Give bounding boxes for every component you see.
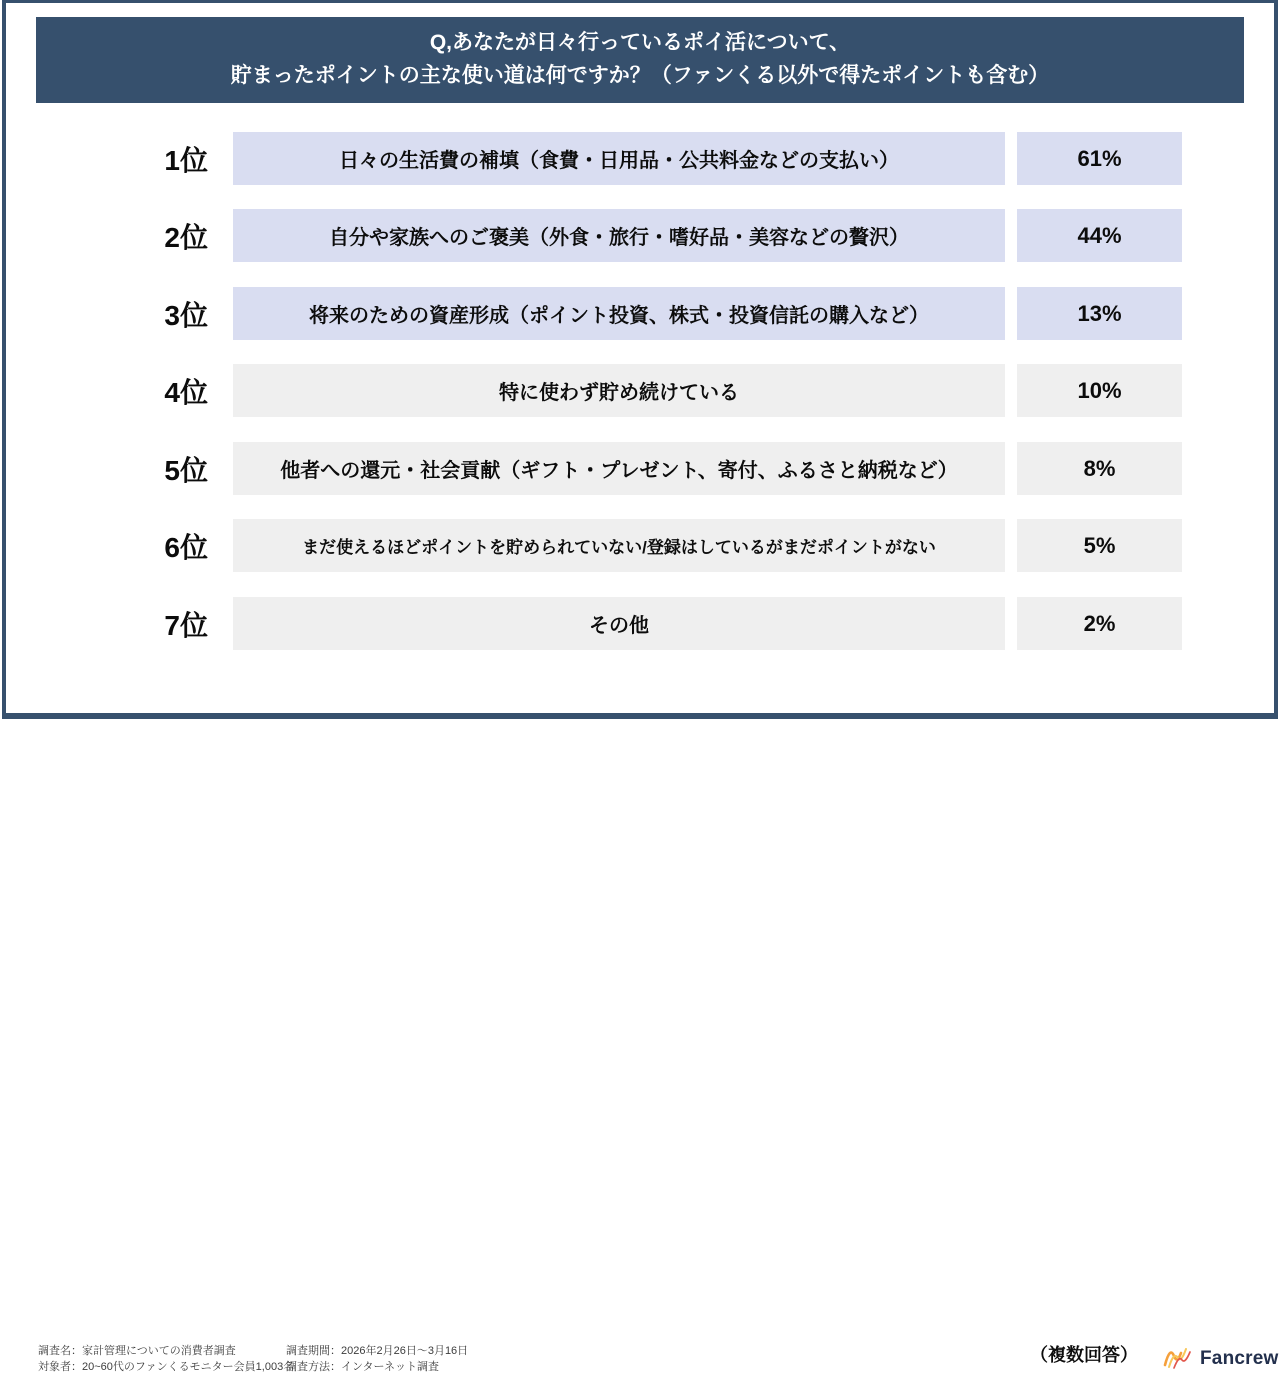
answer-label: 日々の生活費の補填（食費・日用品・公共料金などの支払い）	[339, 150, 899, 172]
survey-method: 調査方法：インターネット調査	[286, 1361, 440, 1373]
rank-label: 1位	[164, 144, 208, 176]
percent-value: 13%	[1077, 300, 1122, 326]
survey-period: 調査期間：2026年2月26日～3月16日	[286, 1345, 469, 1357]
ranking-row-4	[0, 364, 1280, 417]
answer-label: 他者への還元・社会貢献（ギフト・プレゼント、寄付、ふるさと納税など）	[280, 460, 958, 482]
rank-label: 7位	[164, 609, 208, 641]
percent-box	[1017, 442, 1182, 495]
footer	[0, 662, 1280, 1373]
answer-label: 自分や家族へのご褒美（外食・旅行・嗜好品・美容などの贅沢）	[329, 227, 909, 249]
multiple-answer-note: （複数回答）	[1030, 1345, 1138, 1365]
fancrew-logo	[1163, 1343, 1279, 1374]
survey-subjects: 対象者：20~60代のファンくるモニター会員1,003名	[38, 1361, 295, 1373]
rank-label: 2位	[164, 221, 208, 253]
answer-bar	[233, 519, 1005, 572]
fancrew-brand-text: Fancrew	[1200, 1347, 1279, 1369]
ranking-row-1	[0, 132, 1280, 185]
percent-box	[1017, 209, 1182, 262]
percent-box	[1017, 597, 1182, 650]
answer-bar	[233, 597, 1005, 650]
percent-value: 44%	[1077, 222, 1122, 248]
rank-label: 5位	[164, 454, 208, 486]
percent-box	[1017, 519, 1182, 572]
rank-label: 4位	[164, 376, 208, 408]
ranking-row-7	[0, 597, 1280, 650]
ranking-row-3	[0, 287, 1280, 340]
ranking-row-6	[0, 519, 1280, 572]
ranking-row-2	[0, 209, 1280, 262]
percent-value: 61%	[1077, 145, 1122, 171]
percent-value: 10%	[1077, 377, 1122, 403]
fancrew-logo-mark-icon	[1163, 1343, 1195, 1374]
percent-value: 5%	[1083, 532, 1116, 558]
answer-label: 特に使わず貯め続けている	[499, 382, 739, 404]
question-title-line1: Q,あなたが日々行っているポイ活について、	[429, 31, 851, 55]
ranking-row-5	[0, 442, 1280, 495]
answer-bar	[233, 132, 1005, 185]
answer-bar	[233, 209, 1005, 262]
percent-box	[1017, 287, 1182, 340]
answer-label: まだ使えるほどポイントを貯められていない/登録はしているがまだポイントがない	[302, 538, 936, 557]
percent-value: 8%	[1083, 455, 1116, 481]
answer-bar	[233, 364, 1005, 417]
question-title-line2: 貯まったポイントの主な使い道は何ですか？（ファンくる以外で得たポイントも含む）	[230, 64, 1050, 87]
answer-bar	[233, 442, 1005, 495]
answer-label: その他	[589, 615, 649, 637]
percent-box	[1017, 364, 1182, 417]
answer-bar	[233, 287, 1005, 340]
rank-label: 6位	[164, 531, 208, 563]
survey-name: 調査名：家計管理についての消費者調査	[38, 1345, 236, 1357]
answer-label: 将来のための資産形成（ポイント投資、株式・投資信託の購入など）	[309, 305, 929, 327]
survey-meta-right	[286, 1343, 468, 1375]
survey-meta-left	[38, 1343, 294, 1375]
percent-box	[1017, 132, 1182, 185]
percent-value: 2%	[1083, 610, 1116, 636]
rank-label: 3位	[164, 299, 208, 331]
